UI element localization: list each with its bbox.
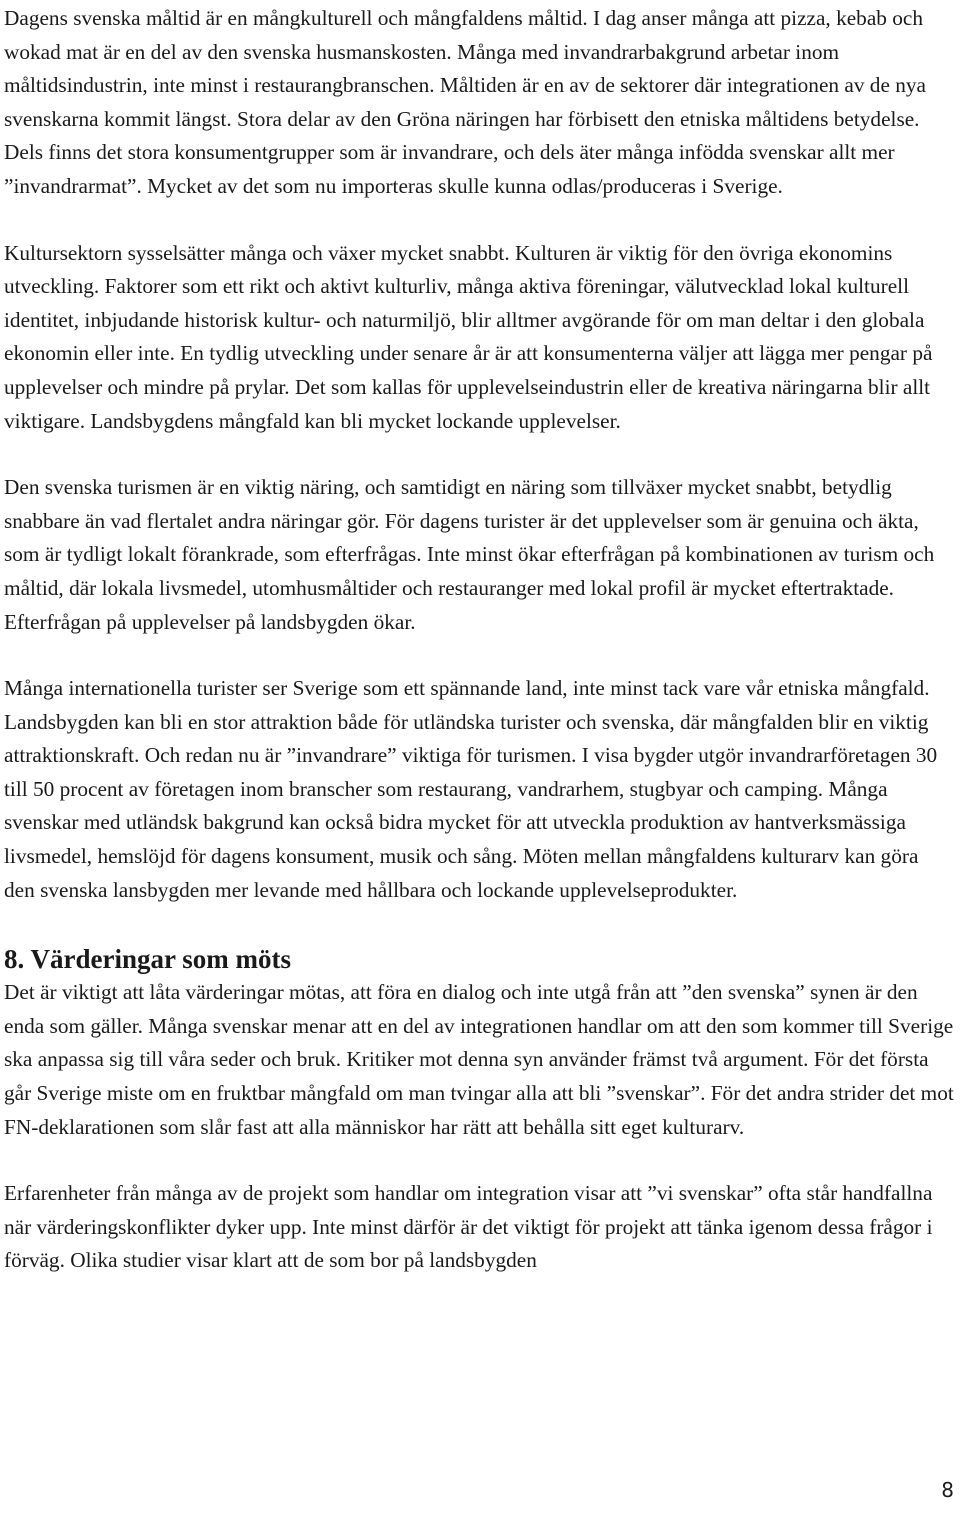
paragraph-international-tourists: Många internationella turister ser Sverige som ett spännande land, inte minst tack vare vår etniska mångfald. Landsbygden kan bli en stor attraktion både för utländska turister och svenska, där mångfalden blir en viktig attraktionskraft. Och redan nu är ”invandrare” viktiga för turismen. I visa bygder utgör invandrarföretagen 30 till 50 procent av företagen inom branscher som restaurang, vandrarhem, stugbyar och camping. Många svenskar med utländsk bakgrund kan också bidra mycket för att utveckla produktion av hantverksmässiga livsmedel, hemslöjd för dagens konsument, musik och sång. Möten mellan mångfaldens kulturarv kan göra den svenska lansbygden mer levande med hållbara och lockande upplevelseprodukter. [4,676,938,902]
page-number: 8 [941,1478,954,1502]
document-page [4,2,954,1278]
paragraph-tourism: Den svenska turismen är en viktig näring, och samtidigt en näring som tillväxer mycket snabbt, betydlig snabbare än vad flertalet andra näringar gör. För dagens turister är det upplevelser som är genuina och äkta, som är tydligt lokalt förankrade, som efterfrågas. Inte minst ökar efterfrågan på kombinationen av turism och måltid, där lokala livsmedel, utomhusmåltider och restauranger med lokal profil är mycket eftertraktade. Efterfrågan på upplevelser på landsbygden ökar. [4,475,935,634]
section-heading: 8. Värderingar som möts [4,944,291,975]
paragraph-values-dialog: Det är viktigt att låta värderingar mötas, att föra en dialog och inte utgå från att ”den svenska” synen är den enda som gäller. Många svenskar menar att en del av integrationen handlar om att den som kommer till Sverige ska anpassa sig till våra seder och bruk. Kritiker mot denna syn använder främst två argument. För det första går Sverige miste om en fruktbar mångfald om man tvingar alla att bli ”svenskar”. För det andra strider det mot FN-deklarationen som slår fast att alla människor har rätt att behålla sitt eget kulturarv. [4,980,954,1139]
paragraph-integration-projects: Erfarenheter från många av de projekt som handlar om integration visar att ”vi svenskar” ofta står handfallna när värderingskonflikter dyker upp. Inte minst därför är det viktigt för projekt att tänka igenom dessa frågor i förväg. Olika studier visar klart att de som bor på landsbygden [4,1181,933,1273]
paragraph-culture-sector: Kultursektorn sysselsätter många och växer mycket snabbt. Kulturen är viktig för den övriga ekonomins utveckling. Faktorer som ett rikt och aktivt kulturliv, många aktiva föreningar, välutvecklad lokal kulturell identitet, inbjudande historisk kultur- och naturmiljö, blir alltmer avgörande för om man deltar i den globala ekonomin eller inte. En tydlig utveckling under senare år är att konsumenterna väljer att lägga mer pengar på upplevelser och mindre på prylar. Det som kallas för upplevelseindustrin eller de kreativa näringarna blir allt viktigare. Landsbygdens mångfald kan bli mycket lockande upplevelser. [4,240,933,433]
paragraph-food-culture: Dagens svenska måltid är en mångkulturell och mångfaldens måltid. I dag anser många att pizza, kebab och wokad mat är en del av den svenska husmanskosten. Många med invandrarbakgrund arbetar inom måltidsindustrin, inte minst i restaurangbranschen. Måltiden är en av de sektorer där integrationen av de nya svenskarna kommit längst. Stora delar av den Gröna näringen har förbisett den etniska måltidens betydelse. Dels finns det stora konsumentgrupper som är invandrare, och dels äter många infödda svenskar allt mer ”invandrarmat”. Mycket av det som nu importeras skulle kunna odlas/produceras i Sverige. [4,6,926,198]
